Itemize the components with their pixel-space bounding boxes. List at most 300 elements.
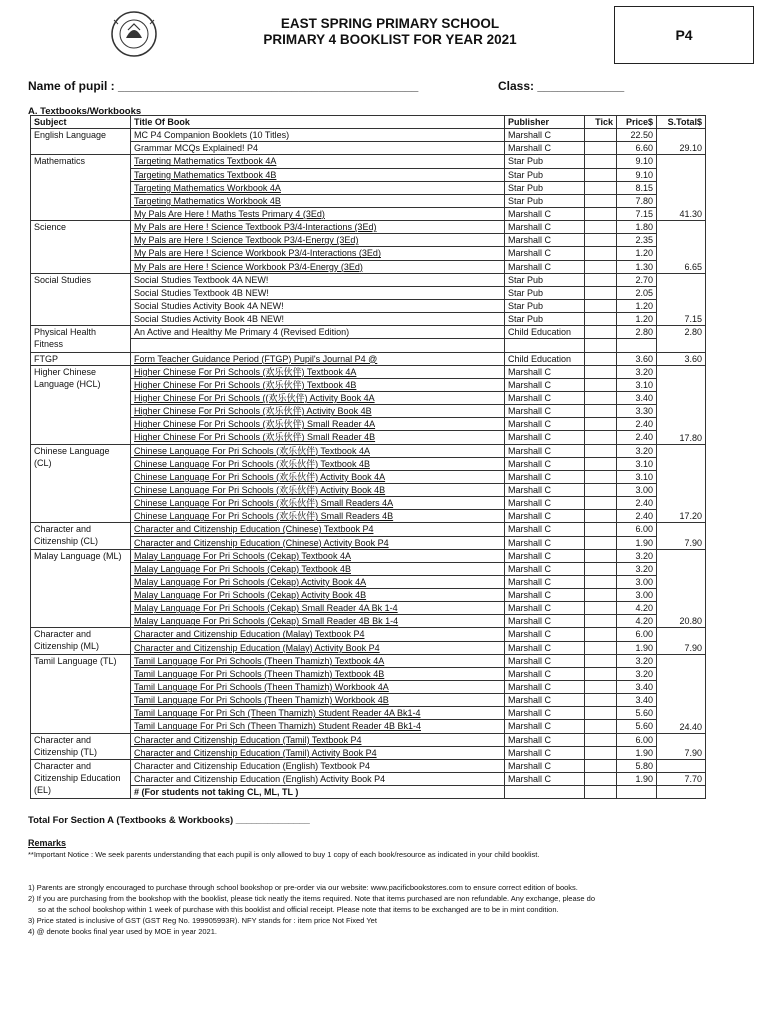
- book-title-cell: [131, 339, 505, 352]
- table-row: [31, 431, 706, 444]
- price-cell: 2.80: [617, 326, 657, 339]
- book-title-cell: Tamil Language For Pri Schools (Theen Thamizh) Workbook 4B: [131, 694, 505, 707]
- subtotal-cell: 7.15: [657, 273, 706, 326]
- subtotal-cell: 7.90: [657, 523, 706, 549]
- subject-cell: Higher Chinese Language (HCL): [31, 365, 131, 444]
- book-title-cell: Chinese Language For Pri Schools (欢乐伙伴) Activity Book 4A: [131, 470, 505, 483]
- price-cell: 3.00: [617, 483, 657, 496]
- pupil-name-line: _____________________________________________: [118, 79, 419, 93]
- publisher-cell: Marshall C: [505, 234, 585, 247]
- subject-cell: Chinese Language (CL): [31, 444, 131, 523]
- book-title-cell: Social Studies Activity Book 4B NEW!: [131, 313, 505, 326]
- book-title-cell: Character and Citizenship Education (Chinese) Activity Book P4: [131, 536, 505, 549]
- publisher-cell: Marshall C: [505, 510, 585, 523]
- book-title-cell: # (For students not taking CL, ML, TL ): [131, 786, 505, 799]
- book-title-cell: Social Studies Textbook 4A NEW!: [131, 273, 505, 286]
- table-row: [31, 720, 706, 733]
- table-row: [31, 707, 706, 720]
- publisher-cell: Star Pub: [505, 155, 585, 168]
- tick-cell[interactable]: [585, 365, 617, 378]
- subject-cell: Character and Citizenship (CL): [31, 523, 131, 549]
- header-subject: Subject: [31, 116, 131, 129]
- table-row: [31, 746, 706, 759]
- table-row: [31, 641, 706, 654]
- table-row: [31, 181, 706, 194]
- book-title-cell: Malay Language For Pri Schools (Cekap) Activity Book 4A: [131, 575, 505, 588]
- remarks-title: Remarks: [28, 838, 67, 848]
- note-item: 1) Parents are strongly encouraged to purchase through school bookshop or pre-order via our website: www.pacificbookstores.com to ensure correct edition of books.: [28, 883, 578, 892]
- publisher-cell: Marshall C: [505, 720, 585, 733]
- header-titles: [180, 16, 600, 48]
- book-title-cell: Form Teacher Guidance Period (FTGP) Pupil's Journal P4 @: [131, 352, 505, 365]
- class-line: _____________: [537, 79, 625, 93]
- table-row: [31, 510, 706, 523]
- book-title-cell: Chinese Language For Pri Schools (欢乐伙伴) Small Readers 4B: [131, 510, 505, 523]
- table-row: [31, 457, 706, 470]
- table-row: [31, 207, 706, 220]
- publisher-cell: Marshall C: [505, 457, 585, 470]
- publisher-cell: Marshall C: [505, 260, 585, 273]
- book-title-cell: Tamil Language For Pri Sch (Theen Thamizh) Student Reader 4B Bk1-4: [131, 720, 505, 733]
- publisher-cell: Star Pub: [505, 168, 585, 181]
- price-cell: 7.15: [617, 207, 657, 220]
- table-row: [31, 667, 706, 680]
- price-cell: 2.40: [617, 418, 657, 431]
- table-row: [31, 391, 706, 404]
- table-row: [31, 273, 706, 286]
- tick-cell[interactable]: [585, 444, 617, 457]
- tick-cell[interactable]: [585, 273, 617, 286]
- tick-cell[interactable]: [585, 391, 617, 404]
- booklist-table: [30, 115, 706, 799]
- publisher-cell: Marshall C: [505, 641, 585, 654]
- class-label: Class:: [498, 79, 535, 93]
- tick-cell[interactable]: [585, 142, 617, 155]
- section-a-total: Total For Section A (Textbooks & Workbooks) ______________: [28, 815, 310, 826]
- publisher-cell: Child Education: [505, 352, 585, 365]
- tick-cell[interactable]: [585, 654, 617, 667]
- tick-cell[interactable]: [585, 181, 617, 194]
- book-title-cell: Tamil Language For Pri Schools (Theen Thamizh) Textbook 4A: [131, 654, 505, 667]
- table-row: [31, 536, 706, 549]
- tick-cell[interactable]: [585, 773, 617, 786]
- publisher-cell: Marshall C: [505, 470, 585, 483]
- publisher-cell: Star Pub: [505, 313, 585, 326]
- book-title-cell: Tamil Language For Pri Schools (Theen Thamizh) Textbook 4B: [131, 667, 505, 680]
- publisher-cell: Star Pub: [505, 194, 585, 207]
- book-title-cell: MC P4 Companion Booklets (10 Titles): [131, 129, 505, 142]
- price-cell: [617, 786, 657, 799]
- header-tick: Tick: [585, 116, 617, 129]
- table-row: [31, 681, 706, 694]
- subject-cell: English Language: [31, 129, 131, 155]
- class-code-box: [614, 6, 754, 64]
- book-title-cell: Tamil Language For Pri Schools (Theen Thamizh) Workbook 4A: [131, 681, 505, 694]
- price-cell: 22.50: [617, 129, 657, 142]
- table-row: [31, 444, 706, 457]
- book-title-cell: Malay Language For Pri Schools (Cekap) Textbook 4B: [131, 562, 505, 575]
- price-cell: 1.90: [617, 641, 657, 654]
- tick-cell[interactable]: [585, 733, 617, 746]
- table-row: [31, 313, 706, 326]
- tick-cell[interactable]: [585, 707, 617, 720]
- price-cell: 3.40: [617, 391, 657, 404]
- header-title: Title Of Book: [131, 116, 505, 129]
- book-title-cell: Character and Citizenship Education (Malay) Activity Book P4: [131, 641, 505, 654]
- tick-cell[interactable]: [585, 759, 617, 772]
- publisher-cell: Marshall C: [505, 247, 585, 260]
- tick-cell[interactable]: [585, 129, 617, 142]
- publisher-cell: Marshall C: [505, 773, 585, 786]
- price-cell: 6.60: [617, 142, 657, 155]
- table-row: [31, 470, 706, 483]
- table-row: [31, 786, 706, 799]
- price-cell: 3.20: [617, 654, 657, 667]
- table-row: [31, 326, 706, 339]
- price-cell: 2.70: [617, 273, 657, 286]
- price-cell: 3.30: [617, 405, 657, 418]
- book-title-cell: Higher Chinese For Pri Schools (欢乐伙伴) Textbook 4B: [131, 378, 505, 391]
- subject-cell: Character and Citizenship (ML): [31, 628, 131, 654]
- price-cell: 2.35: [617, 234, 657, 247]
- book-title-cell: Character and Citizenship Education (Malay) Textbook P4: [131, 628, 505, 641]
- tick-cell[interactable]: [585, 681, 617, 694]
- price-cell: 6.00: [617, 733, 657, 746]
- tick-cell[interactable]: [585, 234, 617, 247]
- subtotal-cell: 17.80: [657, 365, 706, 444]
- book-title-cell: Higher Chinese For Pri Schools (欢乐伙伴) Activity Book 4B: [131, 405, 505, 418]
- tick-cell[interactable]: [585, 418, 617, 431]
- publisher-cell: Marshall C: [505, 207, 585, 220]
- book-title-cell: Character and Citizenship Education (Tamil) Activity Book P4: [131, 746, 505, 759]
- table-row: [31, 142, 706, 155]
- publisher-cell: Marshall C: [505, 221, 585, 234]
- book-title-cell: Malay Language For Pri Schools (Cekap) Activity Book 4B: [131, 589, 505, 602]
- tick-cell[interactable]: [585, 589, 617, 602]
- tick-cell[interactable]: [585, 536, 617, 549]
- book-title-cell: My Pals are Here ! Science Workbook P3/4-Interactions (3Ed): [131, 247, 505, 260]
- book-title-cell: Character and Citizenship Education (Chinese) Textbook P4: [131, 523, 505, 536]
- tick-cell[interactable]: [585, 352, 617, 365]
- publisher-cell: Marshall C: [505, 378, 585, 391]
- tick-cell[interactable]: [585, 326, 617, 339]
- tick-cell[interactable]: [585, 641, 617, 654]
- tick-cell[interactable]: [585, 549, 617, 562]
- price-cell: 3.40: [617, 694, 657, 707]
- book-title-cell: Chinese Language For Pri Schools (欢乐伙伴) Textbook 4B: [131, 457, 505, 470]
- subject-cell: Mathematics: [31, 155, 131, 221]
- table-row: [31, 378, 706, 391]
- table-row: [31, 483, 706, 496]
- tick-cell[interactable]: [585, 247, 617, 260]
- publisher-cell: [505, 339, 585, 352]
- pupil-name-field[interactable]: [28, 79, 418, 93]
- tick-cell[interactable]: [585, 168, 617, 181]
- price-cell: 5.60: [617, 707, 657, 720]
- publisher-cell: Marshall C: [505, 391, 585, 404]
- publisher-cell: Marshall C: [505, 365, 585, 378]
- price-cell: 4.20: [617, 615, 657, 628]
- table-row: [31, 549, 706, 562]
- table-row: [31, 339, 706, 352]
- publisher-cell: Marshall C: [505, 759, 585, 772]
- price-cell: 2.40: [617, 510, 657, 523]
- table-row: [31, 168, 706, 181]
- publisher-cell: Marshall C: [505, 746, 585, 759]
- price-cell: 5.60: [617, 720, 657, 733]
- subtotal-cell: 29.10: [657, 129, 706, 155]
- table-row: [31, 575, 706, 588]
- price-cell: 9.10: [617, 155, 657, 168]
- book-title-cell: Malay Language For Pri Schools (Cekap) Textbook 4A: [131, 549, 505, 562]
- book-title-cell: Chinese Language For Pri Schools (欢乐伙伴) Small Readers 4A: [131, 497, 505, 510]
- note-item: 4) @ denote books final year used by MOE in year 2021.: [28, 927, 217, 936]
- tick-cell[interactable]: [585, 746, 617, 759]
- book-title-cell: Character and Citizenship Education (English) Textbook P4: [131, 759, 505, 772]
- publisher-cell: Star Pub: [505, 286, 585, 299]
- table-row: [31, 352, 706, 365]
- notes-list: [28, 882, 728, 937]
- publisher-cell: Marshall C: [505, 562, 585, 575]
- price-cell: 3.20: [617, 667, 657, 680]
- publisher-cell: Marshall C: [505, 575, 585, 588]
- price-cell: 2.40: [617, 431, 657, 444]
- publisher-cell: Marshall C: [505, 549, 585, 562]
- price-cell: 4.20: [617, 602, 657, 615]
- publisher-cell: Marshall C: [505, 142, 585, 155]
- price-cell: 3.40: [617, 681, 657, 694]
- table-row: [31, 628, 706, 641]
- book-title-cell: Targeting Mathematics Workbook 4A: [131, 181, 505, 194]
- table-row: [31, 418, 706, 431]
- table-row: [31, 260, 706, 273]
- price-cell: 5.80: [617, 759, 657, 772]
- tick-cell[interactable]: [585, 497, 617, 510]
- pupil-name-label: Name of pupil :: [28, 79, 115, 93]
- tick-cell[interactable]: [585, 483, 617, 496]
- table-header-row: [31, 116, 706, 129]
- subtotal-cell: [657, 759, 706, 772]
- subtotal-cell: 6.65: [657, 221, 706, 274]
- table-row: [31, 497, 706, 510]
- tick-cell[interactable]: [585, 155, 617, 168]
- book-title-cell: Character and Citizenship Education (English) Activity Book P4: [131, 773, 505, 786]
- note-item: 3) Price stated is inclusive of GST (GST Reg No. 199905993R). NFY stands for : item price Not Fixed Yet: [28, 916, 377, 925]
- tick-cell[interactable]: [585, 628, 617, 641]
- tick-cell[interactable]: [585, 562, 617, 575]
- subject-cell: Science: [31, 221, 131, 274]
- publisher-cell: Marshall C: [505, 654, 585, 667]
- table-row: [31, 602, 706, 615]
- price-cell: [617, 339, 657, 352]
- tick-cell[interactable]: [585, 221, 617, 234]
- table-row: [31, 234, 706, 247]
- subject-cell: Character and Citizenship (TL): [31, 733, 131, 759]
- book-title-cell: Targeting Mathematics Textbook 4B: [131, 168, 505, 181]
- tick-cell[interactable]: [585, 602, 617, 615]
- header-subtotal: S.Total$: [657, 116, 706, 129]
- price-cell: 3.00: [617, 589, 657, 602]
- book-title-cell: Malay Language For Pri Schools (Cekap) Small Reader 4B Bk 1-4: [131, 615, 505, 628]
- tick-cell[interactable]: [585, 720, 617, 733]
- price-cell: 1.90: [617, 536, 657, 549]
- table-row: [31, 759, 706, 772]
- publisher-cell: Marshall C: [505, 431, 585, 444]
- subtotal-cell: 7.90: [657, 733, 706, 759]
- price-cell: 3.20: [617, 562, 657, 575]
- table-row: [31, 155, 706, 168]
- note-item: 2) If you are purchasing from the bookshop with the booklist, please tick neatly the items required. Note that items purchased are non refundable. Any exchange, please do: [28, 894, 596, 903]
- price-cell: 6.00: [617, 628, 657, 641]
- publisher-cell: Marshall C: [505, 707, 585, 720]
- price-cell: 3.10: [617, 470, 657, 483]
- table-row: [31, 589, 706, 602]
- subtotal-cell: 7.70: [657, 773, 706, 786]
- tick-cell[interactable]: [585, 339, 617, 352]
- publisher-cell: Star Pub: [505, 181, 585, 194]
- book-title-cell: Higher Chinese For Pri Schools (欢乐伙伴) Small Reader 4A: [131, 418, 505, 431]
- publisher-cell: Marshall C: [505, 405, 585, 418]
- price-cell: 3.20: [617, 549, 657, 562]
- subject-cell: Social Studies: [31, 273, 131, 326]
- book-title-cell: Character and Citizenship Education (Tamil) Textbook P4: [131, 733, 505, 746]
- subject-cell: Physical Health Fitness: [31, 326, 131, 352]
- book-title-cell: An Active and Healthy Me Primary 4 (Revised Edition): [131, 326, 505, 339]
- booklist-title: PRIMARY 4 BOOKLIST FOR YEAR 2021: [263, 32, 517, 47]
- table-row: [31, 562, 706, 575]
- price-cell: 7.80: [617, 194, 657, 207]
- tick-cell[interactable]: [585, 523, 617, 536]
- publisher-cell: Marshall C: [505, 628, 585, 641]
- price-cell: 3.10: [617, 378, 657, 391]
- table-row: [31, 247, 706, 260]
- subtotal-cell: 41.30: [657, 155, 706, 221]
- book-title-cell: Grammar MCQs Explained! P4: [131, 142, 505, 155]
- section-a-title: A. Textbooks/Workbooks: [28, 106, 142, 117]
- tick-cell[interactable]: [585, 378, 617, 391]
- book-title-cell: Targeting Mathematics Workbook 4B: [131, 194, 505, 207]
- book-title-cell: Tamil Language For Pri Sch (Theen Thamizh) Student Reader 4A Bk1-4: [131, 707, 505, 720]
- subtotal-cell: 7.90: [657, 628, 706, 654]
- publisher-cell: Marshall C: [505, 497, 585, 510]
- table-row: [31, 221, 706, 234]
- publisher-cell: Marshall C: [505, 418, 585, 431]
- tick-cell[interactable]: [585, 299, 617, 312]
- book-title-cell: Targeting Mathematics Textbook 4A: [131, 155, 505, 168]
- tick-cell[interactable]: [585, 510, 617, 523]
- book-title-cell: Chinese Language For Pri Schools (欢乐伙伴) Activity Book 4B: [131, 483, 505, 496]
- school-name: EAST SPRING PRIMARY SCHOOL: [280, 16, 500, 31]
- table-row: [31, 129, 706, 142]
- tick-cell[interactable]: [585, 457, 617, 470]
- table-row: [31, 654, 706, 667]
- book-title-cell: Higher Chinese For Pri Schools (欢乐伙伴) Textbook 4A: [131, 365, 505, 378]
- table-row: [31, 733, 706, 746]
- tick-cell[interactable]: [585, 194, 617, 207]
- price-cell: 3.00: [617, 575, 657, 588]
- price-cell: 1.90: [617, 746, 657, 759]
- publisher-cell: Child Education: [505, 326, 585, 339]
- table-row: [31, 615, 706, 628]
- table-row: [31, 365, 706, 378]
- subtotal-cell: 24.40: [657, 654, 706, 733]
- table-row: [31, 694, 706, 707]
- tick-cell[interactable]: [585, 575, 617, 588]
- tick-cell[interactable]: [585, 405, 617, 418]
- tick-cell[interactable]: [585, 286, 617, 299]
- publisher-cell: Star Pub: [505, 299, 585, 312]
- price-cell: 1.80: [617, 221, 657, 234]
- subtotal-cell: [657, 786, 706, 799]
- price-cell: 1.20: [617, 247, 657, 260]
- book-title-cell: Chinese Language For Pri Schools (欢乐伙伴) Textbook 4A: [131, 444, 505, 457]
- publisher-cell: Marshall C: [505, 733, 585, 746]
- class-code: P4: [675, 27, 693, 43]
- publisher-cell: Marshall C: [505, 615, 585, 628]
- tick-cell[interactable]: [585, 615, 617, 628]
- tick-cell[interactable]: [585, 470, 617, 483]
- publisher-cell: Marshall C: [505, 602, 585, 615]
- tick-cell[interactable]: [585, 431, 617, 444]
- book-title-cell: My Pals Are Here ! Maths Tests Primary 4 (3Ed): [131, 207, 505, 220]
- subject-cell: Tamil Language (TL): [31, 654, 131, 733]
- price-cell: 9.10: [617, 168, 657, 181]
- subtotal-cell: 2.80: [657, 326, 706, 352]
- price-cell: 2.05: [617, 286, 657, 299]
- important-notice: **Important Notice : We seek parents understanding that each pupil is only allowed to buy 1 copy of each book/resource as indicated in your child booklist.: [28, 850, 540, 859]
- price-cell: 3.20: [617, 365, 657, 378]
- book-title-cell: Higher Chinese For Pri Schools ((欢乐伙伴) Activity Book 4A: [131, 391, 505, 404]
- school-crest-logo: [104, 8, 164, 62]
- book-title-cell: My Pals are Here ! Science Textbook P3/4-Energy (3Ed): [131, 234, 505, 247]
- price-cell: 1.30: [617, 260, 657, 273]
- subject-cell: Character and Citizenship Education (EL): [31, 759, 131, 798]
- publisher-cell: Marshall C: [505, 667, 585, 680]
- subtotal-cell: 3.60: [657, 352, 706, 365]
- header-price: Price$: [617, 116, 657, 129]
- tick-cell[interactable]: [585, 694, 617, 707]
- subject-cell: FTGP: [31, 352, 131, 365]
- tick-cell[interactable]: [585, 313, 617, 326]
- tick-cell[interactable]: [585, 667, 617, 680]
- price-cell: 2.40: [617, 497, 657, 510]
- publisher-cell: Marshall C: [505, 523, 585, 536]
- publisher-cell: Marshall C: [505, 681, 585, 694]
- publisher-cell: Marshall C: [505, 536, 585, 549]
- publisher-cell: Star Pub: [505, 273, 585, 286]
- header-publisher: Publisher: [505, 116, 585, 129]
- table-row: [31, 286, 706, 299]
- subtotal-cell: 17.20: [657, 444, 706, 523]
- publisher-cell: Marshall C: [505, 129, 585, 142]
- publisher-cell: [505, 786, 585, 799]
- price-cell: 1.20: [617, 313, 657, 326]
- price-cell: 1.20: [617, 299, 657, 312]
- tick-cell[interactable]: [585, 786, 617, 799]
- subtotal-cell: 20.80: [657, 549, 706, 628]
- table-row: [31, 523, 706, 536]
- table-row: [31, 194, 706, 207]
- tick-cell[interactable]: [585, 207, 617, 220]
- book-title-cell: My Pals are Here ! Science Textbook P3/4-Interactions (3Ed): [131, 221, 505, 234]
- price-cell: 8.15: [617, 181, 657, 194]
- class-field[interactable]: [498, 79, 624, 93]
- publisher-cell: Marshall C: [505, 483, 585, 496]
- tick-cell[interactable]: [585, 260, 617, 273]
- publisher-cell: Marshall C: [505, 589, 585, 602]
- book-title-cell: Social Studies Activity Book 4A NEW!: [131, 299, 505, 312]
- table-row: [31, 299, 706, 312]
